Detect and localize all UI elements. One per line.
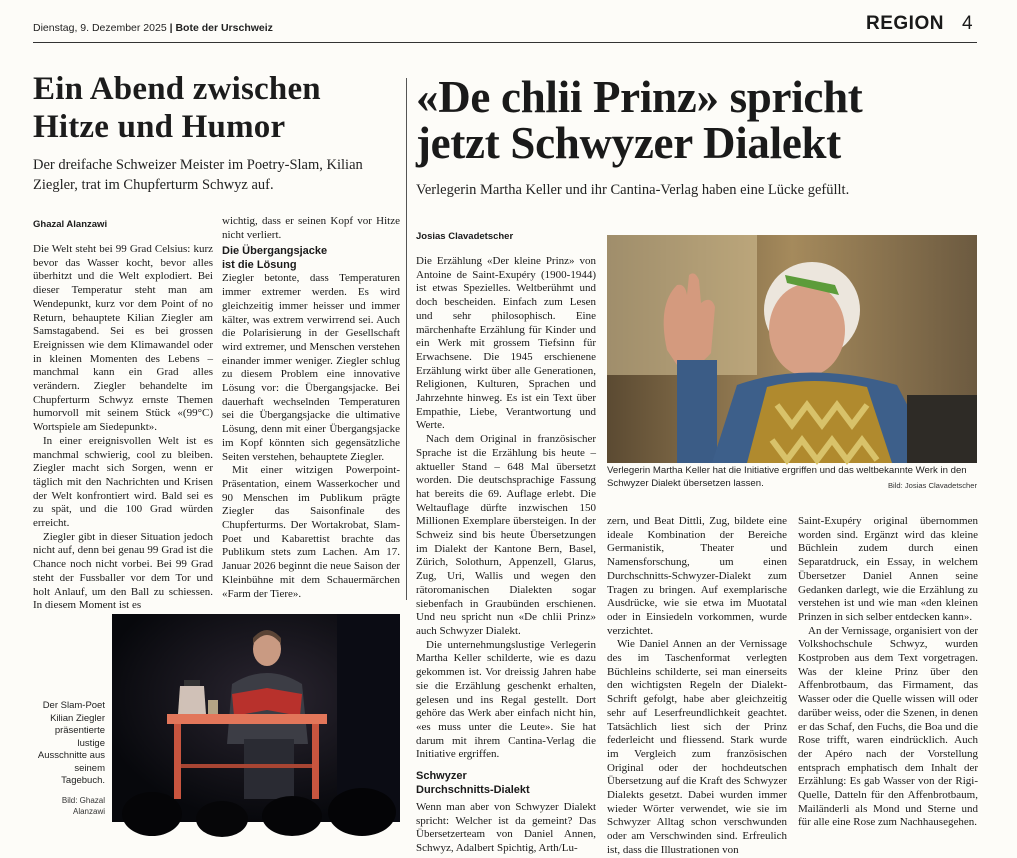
paragraph: Ziegler gibt in dieser Situation jedoch nicht auf, denn bei genau 99 Grad ist die Chance noch nicht vorbei. Bei 99 Grad steht der Fussballer vor dem Tor und holt Anlauf, um den Ball zu schiessen. In diesem Moment ist es [33,530,213,612]
column-divider [406,78,407,600]
right-headline-line1: «De chlii Prinz» spricht [416,72,863,122]
paragraph: Ziegler betonte, dass Temperaturen immer extremer werden. Es wird gleichzeitig immer heisser und immer kälter, was extrem verwirrend sei. Auch die Polarisierung in der Gesellschaft wird extremer, und Menschen verstehen einander immer weniger. Ziegler schlug zu diesem Problem eine innovative Lösung vor: die Übergangsjacke. Bei dauerhaft wechselnden Temperaturen sei die Übergangsjacke die ultimative Lösung, denn mit einer Übergangsjacke im Kopf könnten sich gegensätzliche Seiten verstehen, behauptete Ziegler. [222,272,400,463]
subheading [416,770,596,797]
left-body-column-2 [222,215,400,605]
slam-poet-photo [112,614,400,822]
right-body-column-3 [798,515,978,829]
paragraph: Nach dem Original in französischer Sprache ist die Erzählung bis heute – aktueller Stand – 648 Mal übersetzt worden. Die deutschsprachige Fassung hat bereits die 69. Auflage erlebt. Die Weltauflage dürfte inzwischen 150 Millionen Exemplare übersteigen. In der Schweiz sind bis heute Übersetzungen im Dialekt der Kantone Bern, Basel, Zürich, Solothurn, Appenzell, Glarus, Zug, Uri, Wallis und wegen den rätoromanischen Dialekten sogar siebenfach in Graubünden erschienen. Und neu spricht nun «De chlii Prinz» auch Schwyzer Dialekt. [416,433,596,637]
right-subhead: Verlegerin Martha Keller und ihr Cantina-Verlag haben eine Lücke gefüllt. [416,182,850,198]
left-author: Ghazal Alanzawi [33,219,108,230]
paragraph: zern, und Beat Dittli, Zug, bildete eine ideale Kombination der Bereiche Germanistik, Theater und Namensforschung, um einen Durchschnitts-Schwyzer-Dialekt zum Tragen zu bringen. Auf exemplarische Ausdrücke, wie sie etwa im Muotatal oder in Einsiedeln vorkommen, wurde verzichtet. [607,515,787,637]
left-headline [33,70,363,146]
paragraph: wichtig, dass er seinen Kopf vor Hitze nicht verliert. [222,215,400,241]
paragraph: Die unternehmungslustige Verlegerin Martha Keller schilderte, wie es dazu gekommen ist. Vor dreissig Jahren habe sie die Erzählung geschenkt erhalten, gelesen und ins Regal gestellt. Dort gehöre das Werk aber einfach nicht hin, «es muss unter die Leute». Sie hat darum mit ihrem Cantina-Verlag die Initiative ergriffen. [416,638,596,761]
paragraph: An der Vernissage, organisiert von der Volkshochschule Schwyz, wurden Kostproben aus dem Text vorgetragen. Was der kleine Prinz über den Affenbrotbaum, das Firmament, das Wasser oder die Quelle wissen will oder darüber weiss, oder die Szenen, in denen er das Schaf, den Fuchs, die Boa und die Rose trifft, waren eindrücklich. Auch der Apéro nach der Vorstellung entsprach emphatisch dem Inhalt der Erzählung: Es gab Wasser von der Rigi-Quelle, Datteln für den Affenbrotbaum, Mailänderli als Mond und Sterne und für alle eine Rose zum Nachhausegehen. [798,624,978,829]
publisher-illustration [607,235,977,463]
right-headline-line2: jetzt Schwyzer Dialekt [416,118,841,168]
paragraph: Mit einer witzigen Powerpoint-Präsentation, einem Wasserkocher und 90 Menschen im Publikum prägte Ziegler das Saisonfinale des Chupferturms. Der Wortakrobat, Slam-Poet und Kabarettist brachte das Publikum stets zum Lachen. Am 17. Januar 2026 beginnt die neue Saison der Kleinbühne mit dem Schauermärchen «Farm der Tiere». [222,464,400,600]
section-label: REGION [866,13,944,34]
left-body-column-1 [33,243,213,612]
left-photo-credit: Bild: Ghazal Alanzawi [61,796,105,816]
subheading-line1: Die Übergangsjacke [222,245,328,258]
stage-illustration [112,614,400,822]
page-number: 4 [962,13,973,34]
paragraph: Die Erzählung «Der kleine Prinz» von Antoine de Saint-Exupéry (1900-1944) ist etwas Spezielles. Weltberühmt und doch bescheiden. Einfach zum Lesen und sehr philosophisch. Eine märchenhafte Erzählung für Kinder und ein Werk mit grossem Tiefsinn für Erwachsene. Die 1945 erschienene Erzählung wirkt über alle Generationen, Religionen, Kulturen, Sprachen und Jahrzehnte hinweg. Es ist ein Text über Empathie, Liebe, Verantwortung und Werte. [416,255,596,432]
subheading-line2: ist die Lösung [222,258,297,271]
masthead-separator: | [169,22,173,34]
paragraph: In einer ereignisvollen Welt ist es manchmal schwierig, cool zu bleiben. Ziegler macht sich Sorgen, wenn er täglich mit den Nachrichten und Krisen der Welt konfrontiert wird. Bald sei es zu spät, und die 100 Grad würden erreicht. [33,434,213,530]
newspaper-name: Bote der Urschweiz [175,22,273,34]
subheading-line1: Schwyzer [416,770,467,783]
right-photo-credit: Bild: Josias Clavadetscher [887,481,977,490]
right-body-column-2 [607,515,787,856]
left-subhead: Der dreifache Schweizer Meister im Poetry-Slam, Kilian Ziegler, trat im Chupferturm Schwyz auf. [33,157,363,193]
paragraph: Wenn man aber von Schwyzer Dialekt spricht: Welcher ist da gemeint? Das Übersetzerteam von Daniel Annen, Schwyz, Adalbert Spichtig, Arth/Lu- [416,801,596,855]
left-headline-line2: Hitze und Humor [33,109,286,145]
right-body-column-1 [416,255,596,855]
paragraph: Wie Daniel Annen an der Vernissage des im Taschenformat verlegten Büchleins schilderte, sei man einerseits den wichtigsten Regeln der Dialekt-Schrift gefolgt, habe aber gleichzeitig sehr auf Leserfreundlichkeit geachtet. Tatsächlich liest sich der Prinz federleicht und fliessend. Stark wurde im Vergleich zum französischen Original oder der hochdeutschen Übersetzung auf die Kraft des Schwyzer Dialekts gesetzt. Dabei wurden immer wieder Wörter verwendet, wie sie im Schwyzer Alltag schon verschwunden oder am Verschwinden sind. Erfreulich ist, dass die Illustrationen von [607,638,787,856]
masthead-line [33,22,273,34]
paragraph: Die Welt steht bei 99 Grad Celsius: kurz bevor das Wasser kocht, bevor alles überhitzt und die Welt explodiert. Bei dieser Temperatur steht man am Wendepunkt, kurz vor dem Point of no Return, behauptete Kilian Ziegler am Samstagabend. Sei es bei grossen Ereignissen wie dem Klimawandel oder in kleinen Momenten des Lebens – manchmal kann ein Grad alles verändern. Ziegler behandelte im Chupferturm Schwyz ernste Themen humorvoll mit seinem Stück «(99°C) Wortspiele am Siedepunkt». [33,243,213,434]
subheading-line2: Durchschnitts-Dialekt [416,783,530,796]
right-photo-caption: Verlegerin Martha Keller hat die Initiative ergriffen und das weltbekannte Werk in den Schwyzer Dialekt übersetzen lassen. [607,465,967,489]
publisher-photo [607,235,977,463]
left-headline-line1: Ein Abend zwischen [33,71,321,107]
right-author: Josias Clavadetscher [416,231,514,242]
issue-date: Dienstag, 9. Dezember 2025 [33,22,167,34]
subheading [222,245,400,272]
left-photo-caption: Der Slam-Poet Kilian Ziegler präsentierte lustige Ausschnitte aus seinem Tagebuch. [37,700,105,786]
header-rule [33,42,977,43]
right-headline [416,74,976,166]
paragraph: Saint-Exupéry original übernommen worden sind. Ergänzt wird das kleine Büchlein zudem durch einen Separatdruck, ein Essay, in welchem Übersetzer Daniel Annen seine Gedanken darlegt, wie die Erzählung zu verstehen ist und wie man «den kleinen Prinzen in sich selber entdecken kann». [798,515,978,623]
